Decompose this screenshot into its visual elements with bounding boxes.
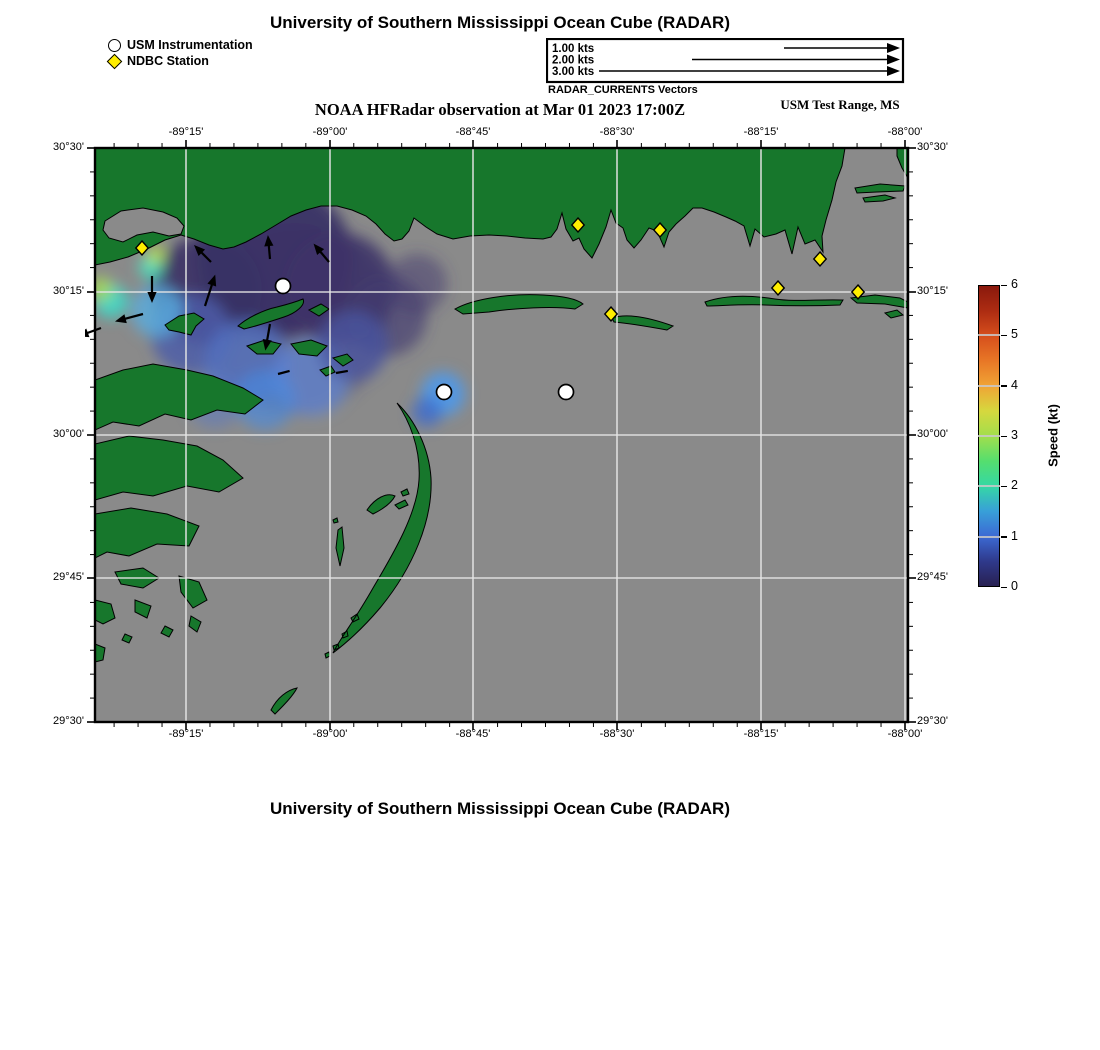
circle-icon <box>108 39 121 52</box>
speed-field-spot <box>89 277 113 301</box>
lon-tick-label-bottom: -88°15' <box>743 728 779 740</box>
colorbar-title: Speed (kt) <box>1045 404 1061 467</box>
legend-label-usm: USM Instrumentation <box>127 38 253 52</box>
colorbar-gridline <box>978 435 1000 437</box>
lon-tick-label-top: -88°30' <box>599 126 635 138</box>
colorbar-tick-label: 5 <box>1011 327 1018 342</box>
lon-tick-label-top: -89°00' <box>312 126 348 138</box>
page-title: University of Southern Mississippi Ocean Cube (RADAR) <box>269 13 730 32</box>
usm-instrument-marker <box>276 279 291 294</box>
usm-instrument-marker <box>437 385 452 400</box>
legend-item-ndbc <box>108 53 253 69</box>
lon-tick-label-top: -88°15' <box>743 126 779 138</box>
test-range-label: USM Test Range, MS <box>780 97 900 112</box>
vector-scale-label: 3.00 kts <box>552 66 595 78</box>
lon-tick-label-top: -88°45' <box>455 126 491 138</box>
legend-item-usm <box>108 37 253 53</box>
lon-tick-label-top: -89°15' <box>168 126 204 138</box>
colorbar-tick-label: 3 <box>1011 428 1018 442</box>
vector-scale-caption: RADAR_CURRENTS Vectors <box>548 84 698 96</box>
lat-tick-label-left: 30°15' <box>53 285 84 297</box>
colorbar-tick <box>1001 385 1007 387</box>
colorbar-gridline <box>978 334 1000 336</box>
speed-field-spot <box>147 246 165 264</box>
colorbar-tick-label: 1 <box>1011 528 1018 543</box>
colorbar-tick <box>1001 285 1007 287</box>
lon-tick-label-top: -88°00' <box>887 126 923 138</box>
colorbar-tick <box>1001 436 1007 438</box>
lon-tick-label-bottom: -89°15' <box>168 728 204 740</box>
legend-label-ndbc: NDBC Station <box>127 54 209 68</box>
colorbar-tick <box>1001 536 1007 538</box>
observation-subtitle: NOAA HFRadar observation at Mar 01 2023 17:00Z <box>314 100 686 119</box>
lat-tick-label-right: 30°00' <box>917 428 948 440</box>
speed-field-spot <box>412 397 442 427</box>
lat-tick-label-right: 30°15' <box>917 285 948 297</box>
speed-field-spot <box>387 254 447 314</box>
vector-scale-box <box>546 38 906 84</box>
lat-tick-label-left: 29°45' <box>53 571 84 583</box>
lat-tick-label-left: 30°30' <box>53 141 84 153</box>
lon-tick-label-bottom: -88°00' <box>887 728 923 740</box>
colorbar-tick-label: 2 <box>1011 478 1018 493</box>
lon-tick-label-bottom: -88°45' <box>455 728 491 740</box>
lat-tick-label-right: 29°45' <box>917 571 948 583</box>
lat-tick-label-right: 29°30' <box>917 715 948 727</box>
colorbar-tick <box>1001 486 1007 488</box>
vector-scale-label: 2.00 kts <box>552 54 595 67</box>
colorbar-tick-label: 0 <box>1011 579 1018 593</box>
lat-tick-label-right: 30°30' <box>917 141 948 153</box>
lon-tick-label-bottom: -89°00' <box>312 728 348 740</box>
map-plot <box>85 138 918 732</box>
colorbar-tick-label: 4 <box>1011 377 1018 392</box>
usm-instrument-marker <box>559 385 574 400</box>
colorbar-gridline <box>978 536 1000 538</box>
colorbar-tick <box>1001 335 1007 337</box>
vector-scale-border <box>547 39 903 82</box>
vector-scale-label: 1.00 kts <box>552 43 595 55</box>
colorbar-tick-label: 6 <box>1011 277 1018 291</box>
marker-legend <box>108 37 253 69</box>
lon-tick-label-bottom: -88°30' <box>599 728 635 740</box>
diamond-icon <box>107 53 123 69</box>
colorbar-gridline <box>978 385 1000 387</box>
colorbar-gridline <box>978 485 1000 487</box>
lat-tick-label-left: 29°30' <box>53 715 84 727</box>
colorbar-tick <box>1001 587 1007 589</box>
footer-title: University of Southern Mississippi Ocean Cube (RADAR) <box>269 799 730 818</box>
lat-tick-label-left: 30°00' <box>53 428 84 440</box>
